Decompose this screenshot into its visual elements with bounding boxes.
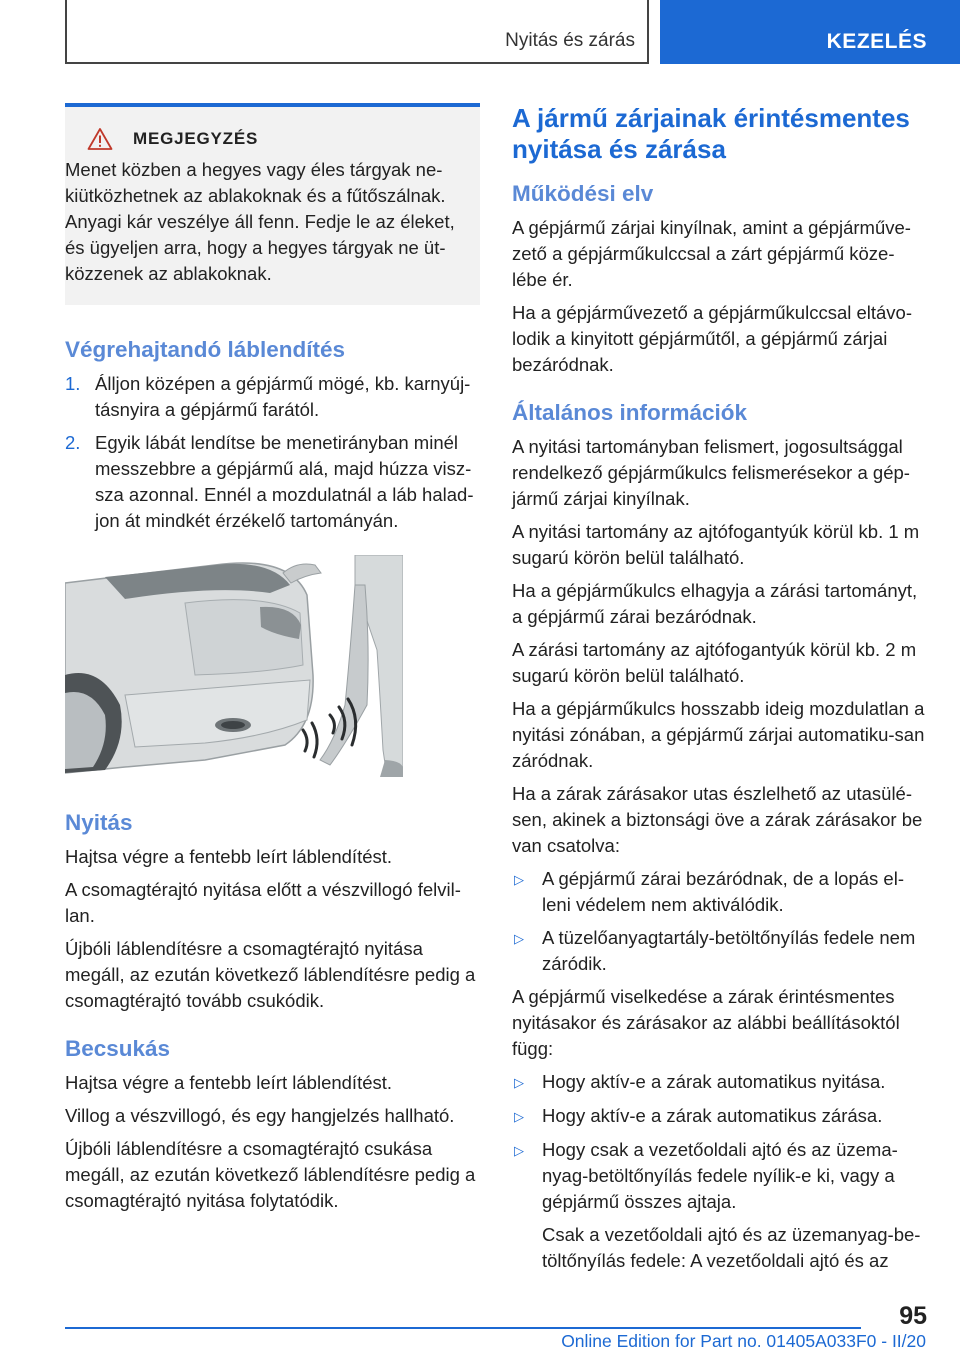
step-number: 2.	[65, 432, 81, 453]
close-heading: Becsukás	[65, 1036, 171, 1061]
bullet-sub-paragraph: Csak a vezetőoldali ajtó és az üzemanyag-be-töltőnyílás fedele: A vezetőoldali ajtó és az	[542, 1224, 921, 1271]
step-item	[65, 371, 480, 423]
principle-paragraph: Ha a gépjárművezető a gépjárműkulccsal eltávo-lodik a kinyitott gépjárműtől, a gépjármű zárjai bezáródnak.	[512, 302, 913, 375]
step-text: Egyik lábát lendítse be menetirányban minél messzebbre a gépjármű alá, majd húzza visz-sza azonnal. Ennél a mozdulatnál a láb halad-jon át mindkét érzékelő tartományán.	[95, 432, 474, 531]
open-paragraph: A csomagtérajtó nyitása előtt a vészvillogó felvil-lan.	[65, 879, 461, 926]
section-main-title: A jármű zárjainak érintésmentes nyitása és zárása	[512, 103, 910, 164]
bullet-triangle-icon: ▷	[514, 1075, 524, 1090]
kick-gesture-illustration	[65, 555, 403, 777]
general-paragraph: Ha a zárak zárásakor utas észlelhető az utasülé-sen, akinek a biztonsági öve a zárak zárásakor be van csatolva:	[512, 783, 923, 856]
footer-rule	[65, 1327, 861, 1329]
bullet-text: Hogy aktív-e a zárak automatikus nyitása.	[542, 1071, 886, 1092]
bullet-item	[512, 1137, 928, 1215]
bullet-item	[512, 866, 928, 918]
open-paragraph: Hajtsa végre a fentebb leírt láblendítést.	[65, 846, 393, 867]
bullet-text: Hogy aktív-e a zárak automatikus zárása.	[542, 1105, 883, 1126]
bullet-item	[512, 925, 928, 977]
bullet-text: A tüzelőanyagtartály-betöltőnyílás fedele nem záródik.	[542, 927, 916, 974]
bullet-text: A gépjármű zárai bezáródnak, de a lopás el-leni védelem nem aktiválódik.	[542, 868, 904, 915]
kick-heading: Végrehajtandó láblendítés	[65, 337, 346, 362]
note-box	[65, 103, 480, 305]
step-text: Álljon középen a gépjármű mögé, kb. karnyúj-tásnyira a gépjármű farától.	[95, 373, 471, 420]
general-paragraph: A zárási tartomány az ajtófogantyúk körül kb. 2 m sugarú körön belül található.	[512, 639, 917, 686]
step-item	[65, 430, 480, 534]
depends-paragraph: A gépjármű viselkedése a zárak érintésmentes nyitásakor és zárásakor az alábbi beállításoktól függ:	[512, 986, 900, 1059]
footer-edition-text: Online Edition for Part no. 01405A033F0 - II/20	[561, 1331, 926, 1351]
bullet-text: Hogy csak a vezetőoldali ajtó és az üzema-nyag-betöltőnyílás fedele nyílik-e ki, vagy a gépjármű összes ajtaja.	[542, 1139, 898, 1212]
general-paragraph: A nyitási tartomány az ajtófogantyúk körül kb. 1 m sugarú körön belül található.	[512, 521, 920, 568]
close-paragraph: Újbóli láblendítésre a csomagtérajtó csukása megáll, az ezután következő láblendítésre pedig a csomagtérajtó nyitása folytatódik.	[65, 1138, 476, 1211]
chapter-tab	[660, 0, 960, 64]
left-column	[65, 103, 480, 1221]
bullet-item	[512, 1103, 928, 1130]
close-paragraph: Villog a vészvillogó, és egy hangjelzés hallható.	[65, 1105, 455, 1126]
footer-edition	[0, 1331, 960, 1352]
close-paragraph: Hajtsa végre a fentebb leírt láblendítést.	[65, 1072, 393, 1093]
right-column	[512, 103, 928, 1274]
bullet-triangle-icon: ▷	[514, 1143, 524, 1158]
general-heading: Általános információk	[512, 400, 748, 425]
warning-triangle-icon	[87, 127, 113, 151]
step-number: 1.	[65, 373, 81, 394]
bullet-triangle-icon: ▷	[514, 872, 524, 887]
principle-heading: Működési elv	[512, 181, 654, 206]
principle-paragraph: A gépjármű zárjai kinyílnak, amint a gépjárműve-zető a gépjárműkulccsal a zárt gépjármű köze-lébe ér.	[512, 217, 911, 290]
bullet-item	[512, 1069, 928, 1096]
open-heading: Nyitás	[65, 810, 133, 835]
general-paragraph: Ha a gépjárműkulcs elhagyja a zárási tartományt, a gépjármű zárai bezáródnak.	[512, 580, 918, 627]
general-paragraph: A nyitási tartományban felismert, jogosultsággal rendelkező gépjárműkulcs felismerésekor a gép-jármű zárjai kinyílnak.	[512, 436, 910, 509]
note-text: Menet közben a hegyes vagy éles tárgyak ne-kiütközhetnek az ablakoknak és a fűtőszálnak. Anyagi kár veszélye áll fenn. Fedje le az éleket, és ügyeljen arra, hogy a hegyes tárgyak ne üt-közzenek az ablakoknak.	[65, 159, 455, 284]
general-paragraph: Ha a gépjárműkulcs hosszabb ideig mozdulatlan a nyitási zónában, a gépjármű zárjai automatiku-san záródnak.	[512, 698, 925, 771]
section-title: Nyitás és zárás	[505, 30, 635, 51]
note-title: MEGJEGYZÉS	[133, 129, 259, 148]
bullet-triangle-icon: ▷	[514, 1109, 524, 1124]
page-number: 95	[899, 1302, 927, 1330]
bullet-triangle-icon: ▷	[514, 931, 524, 946]
open-paragraph: Újbóli láblendítésre a csomagtérajtó nyitása megáll, az ezután következő láblendítésre pedig a csomagtérajtó tovább csukódik.	[65, 938, 476, 1011]
note-header	[65, 127, 466, 151]
chapter-title: KEZELÉS	[826, 30, 927, 53]
